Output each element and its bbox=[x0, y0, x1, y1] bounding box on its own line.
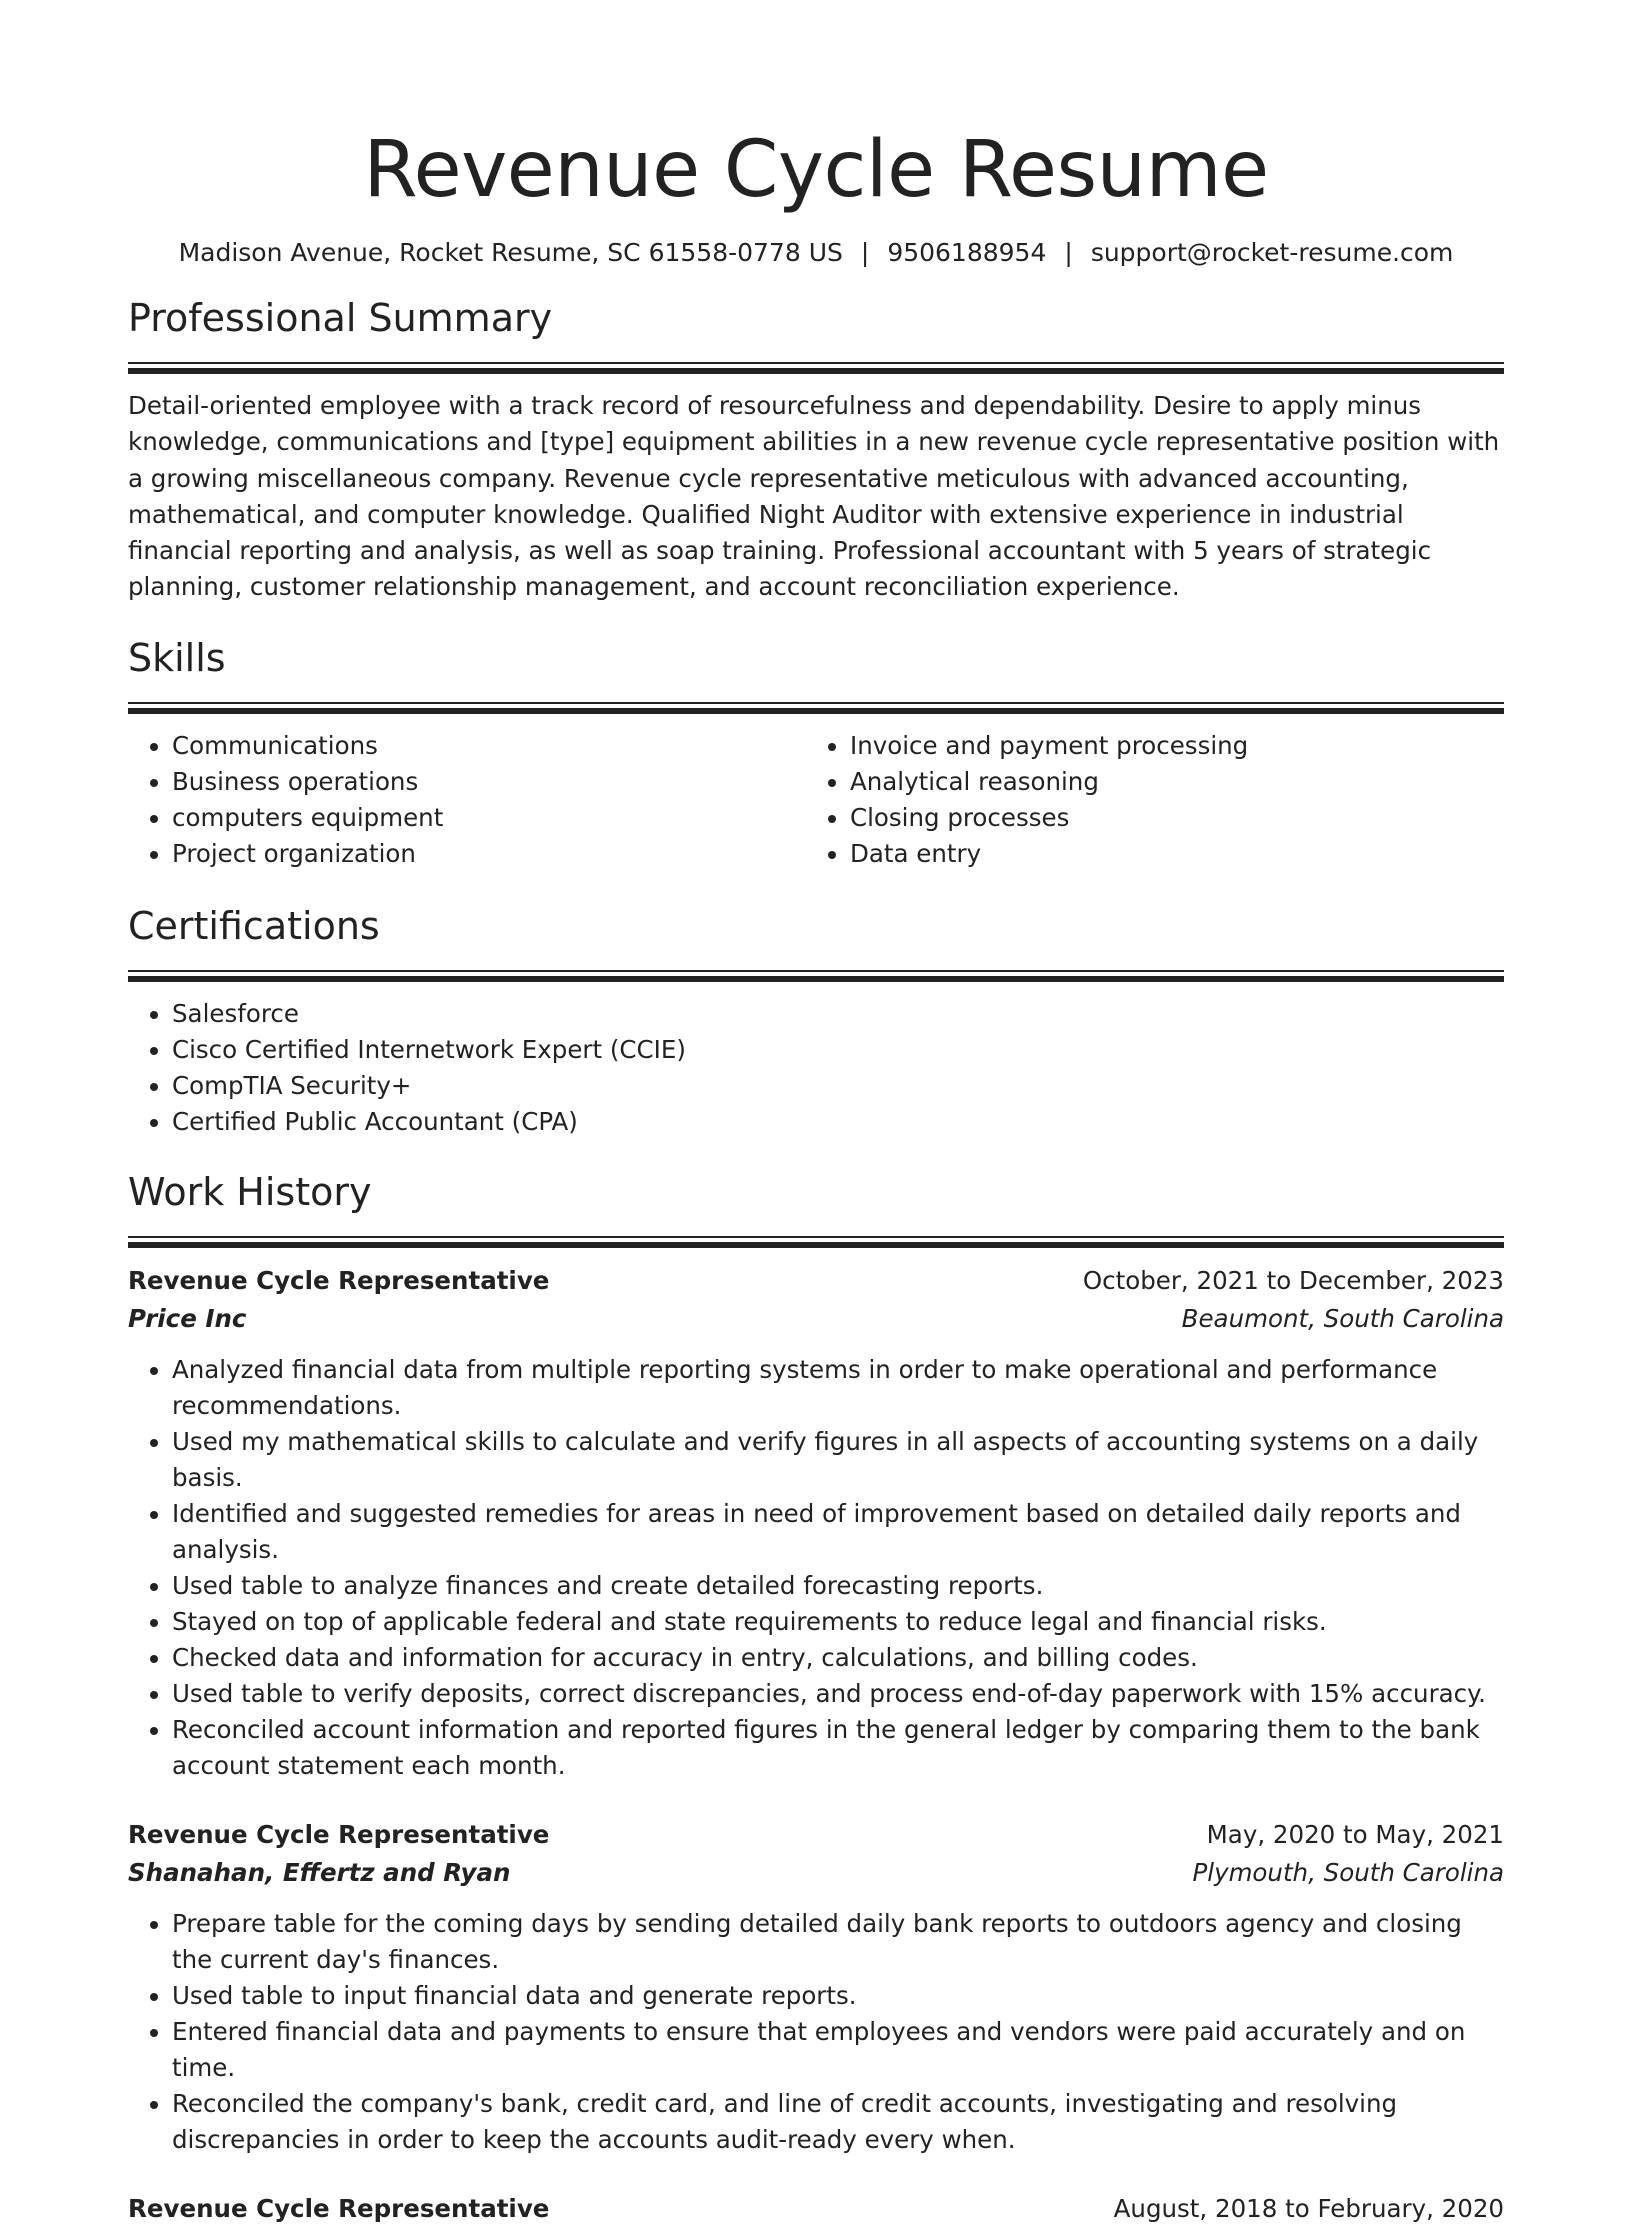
contact-address: Madison Avenue, Rocket Resume, SC 61558-0778 US bbox=[178, 238, 843, 267]
certification-item: • CompTIA Security+ bbox=[172, 1068, 1504, 1104]
job-duties-list bbox=[128, 1906, 1504, 2158]
job-dates: August, 2018 to February, 2020 bbox=[1113, 2193, 1504, 2223]
section-rule bbox=[128, 970, 1504, 982]
job-title: Revenue Cycle Representative bbox=[128, 1265, 550, 1295]
job-duty-item: • Used table to input financial data and generate reports. bbox=[172, 1978, 1504, 2014]
skill-item: • Analytical reasoning bbox=[850, 764, 1504, 800]
contact-separator: | bbox=[860, 238, 870, 267]
section-title-summary: Professional Summary bbox=[128, 296, 553, 340]
job-duty-item: • Stayed on top of applicable federal and state requirements to reduce legal and financial risks. bbox=[172, 1604, 1504, 1640]
job-company: Price Inc bbox=[128, 1303, 247, 1333]
job-duty-item: • Used table to verify deposits, correct discrepancies, and process end-of-day paperwork with 15% accuracy. bbox=[172, 1676, 1504, 1712]
skill-item: • Project organization bbox=[172, 836, 806, 872]
work-history-section bbox=[128, 1168, 1504, 2228]
section-rule bbox=[128, 1236, 1504, 1248]
skill-item: • computers equipment bbox=[172, 800, 806, 836]
resume-page bbox=[128, 0, 1504, 2228]
certification-item: • Certified Public Accountant (CPA) bbox=[172, 1104, 1504, 1140]
resume-name: Revenue Cycle Resume bbox=[363, 125, 1269, 215]
job-location: Plymouth, South Carolina bbox=[1192, 1857, 1504, 1887]
job-subheader-row bbox=[128, 1300, 1504, 1338]
job-duty-item: • Used table to analyze finances and create detailed forecasting reports. bbox=[172, 1568, 1504, 1604]
section-title-certifications: Certifications bbox=[128, 903, 380, 948]
job-duty-item: • Analyzed financial data from multiple reporting systems in order to make operational and performance recommendations. bbox=[172, 1352, 1504, 1424]
job-dates: May, 2020 to May, 2021 bbox=[1206, 1819, 1504, 1849]
skills-columns bbox=[128, 728, 1504, 872]
job-subheader-row bbox=[128, 1854, 1504, 1892]
skill-item: • Invoice and payment processing bbox=[850, 728, 1504, 764]
job-header-row bbox=[128, 1816, 1504, 1854]
job-title: Revenue Cycle Representative bbox=[128, 1819, 550, 1849]
contact-phone: 9506188954 bbox=[887, 238, 1047, 267]
skill-item: • Data entry bbox=[850, 836, 1504, 872]
job-entry bbox=[128, 2190, 1504, 2228]
job-duty-item: • Identified and suggested remedies for areas in need of improvement based on detailed daily reports and analysis. bbox=[172, 1496, 1504, 1568]
job-header-row bbox=[128, 2190, 1504, 2228]
job-duties-list bbox=[128, 1352, 1504, 1784]
certification-item: • Salesforce bbox=[172, 996, 1504, 1032]
section-rule bbox=[128, 702, 1504, 714]
certification-item: • Cisco Certified Internetwork Expert (CCIE) bbox=[172, 1032, 1504, 1068]
certifications-section bbox=[128, 902, 1504, 1140]
job-entry bbox=[128, 1262, 1504, 1784]
job-duty-item: • Reconciled account information and reported figures in the general ledger by comparing them to the bank account statement each month. bbox=[172, 1712, 1504, 1784]
contact-separator: | bbox=[1064, 238, 1073, 267]
job-duty-item: • Checked data and information for accuracy in entry, calculations, and billing codes. bbox=[172, 1640, 1504, 1676]
skills-list-left bbox=[128, 728, 806, 872]
section-rule bbox=[128, 362, 1504, 374]
job-company: Shanahan, Effertz and Ryan bbox=[128, 1857, 511, 1887]
skills-list-right bbox=[806, 728, 1504, 872]
job-duty-item: • Reconciled the company's bank, credit card, and line of credit accounts, investigating and resolving discrepancies in order to keep the accounts audit-ready every when. bbox=[172, 2086, 1504, 2158]
job-title: Revenue Cycle Representative bbox=[128, 2193, 550, 2223]
skill-item: • Communications bbox=[172, 728, 806, 764]
job-dates: October, 2021 to December, 2023 bbox=[1082, 1265, 1504, 1295]
job-location: Beaumont, South Carolina bbox=[1181, 1303, 1504, 1333]
contact-email: support@rocket-resume.com bbox=[1090, 238, 1454, 267]
skill-item: • Closing processes bbox=[850, 800, 1504, 836]
skills-section bbox=[128, 634, 1504, 872]
job-header-row bbox=[128, 1262, 1504, 1300]
certifications-list bbox=[128, 996, 1504, 1140]
contact-line bbox=[128, 236, 1504, 270]
skill-item: • Business operations bbox=[172, 764, 806, 800]
section-title-work-history: Work History bbox=[128, 1169, 372, 1214]
job-duty-item: • Prepare table for the coming days by sending detailed daily bank reports to outdoors agency and closing the current day's finances. bbox=[172, 1906, 1504, 1978]
summary-section bbox=[128, 294, 1504, 606]
summary-text: Detail-oriented employee with a track record of resourcefulness and dependability. Desire to apply minus knowledge, communications and [type] equipment abilities in a new revenue cycle representative position with a growing miscellaneous company. Revenue cycle representative meticulous with advanced accounting, mathematical, and computer knowledge. Qualified Night Auditor with extensive experience in industrial financial reporting and analysis, as well as soap training. Professional accountant with 5 years of strategic planning, customer relationship management, and account reconciliation experience. bbox=[128, 391, 1500, 602]
section-title-skills: Skills bbox=[128, 635, 226, 680]
job-duty-item: • Entered financial data and payments to ensure that employees and vendors were paid accurately and on time. bbox=[172, 2014, 1504, 2086]
job-entry bbox=[128, 1816, 1504, 2158]
job-duty-item: • Used my mathematical skills to calculate and verify figures in all aspects of accounting systems on a daily basis. bbox=[172, 1424, 1504, 1496]
